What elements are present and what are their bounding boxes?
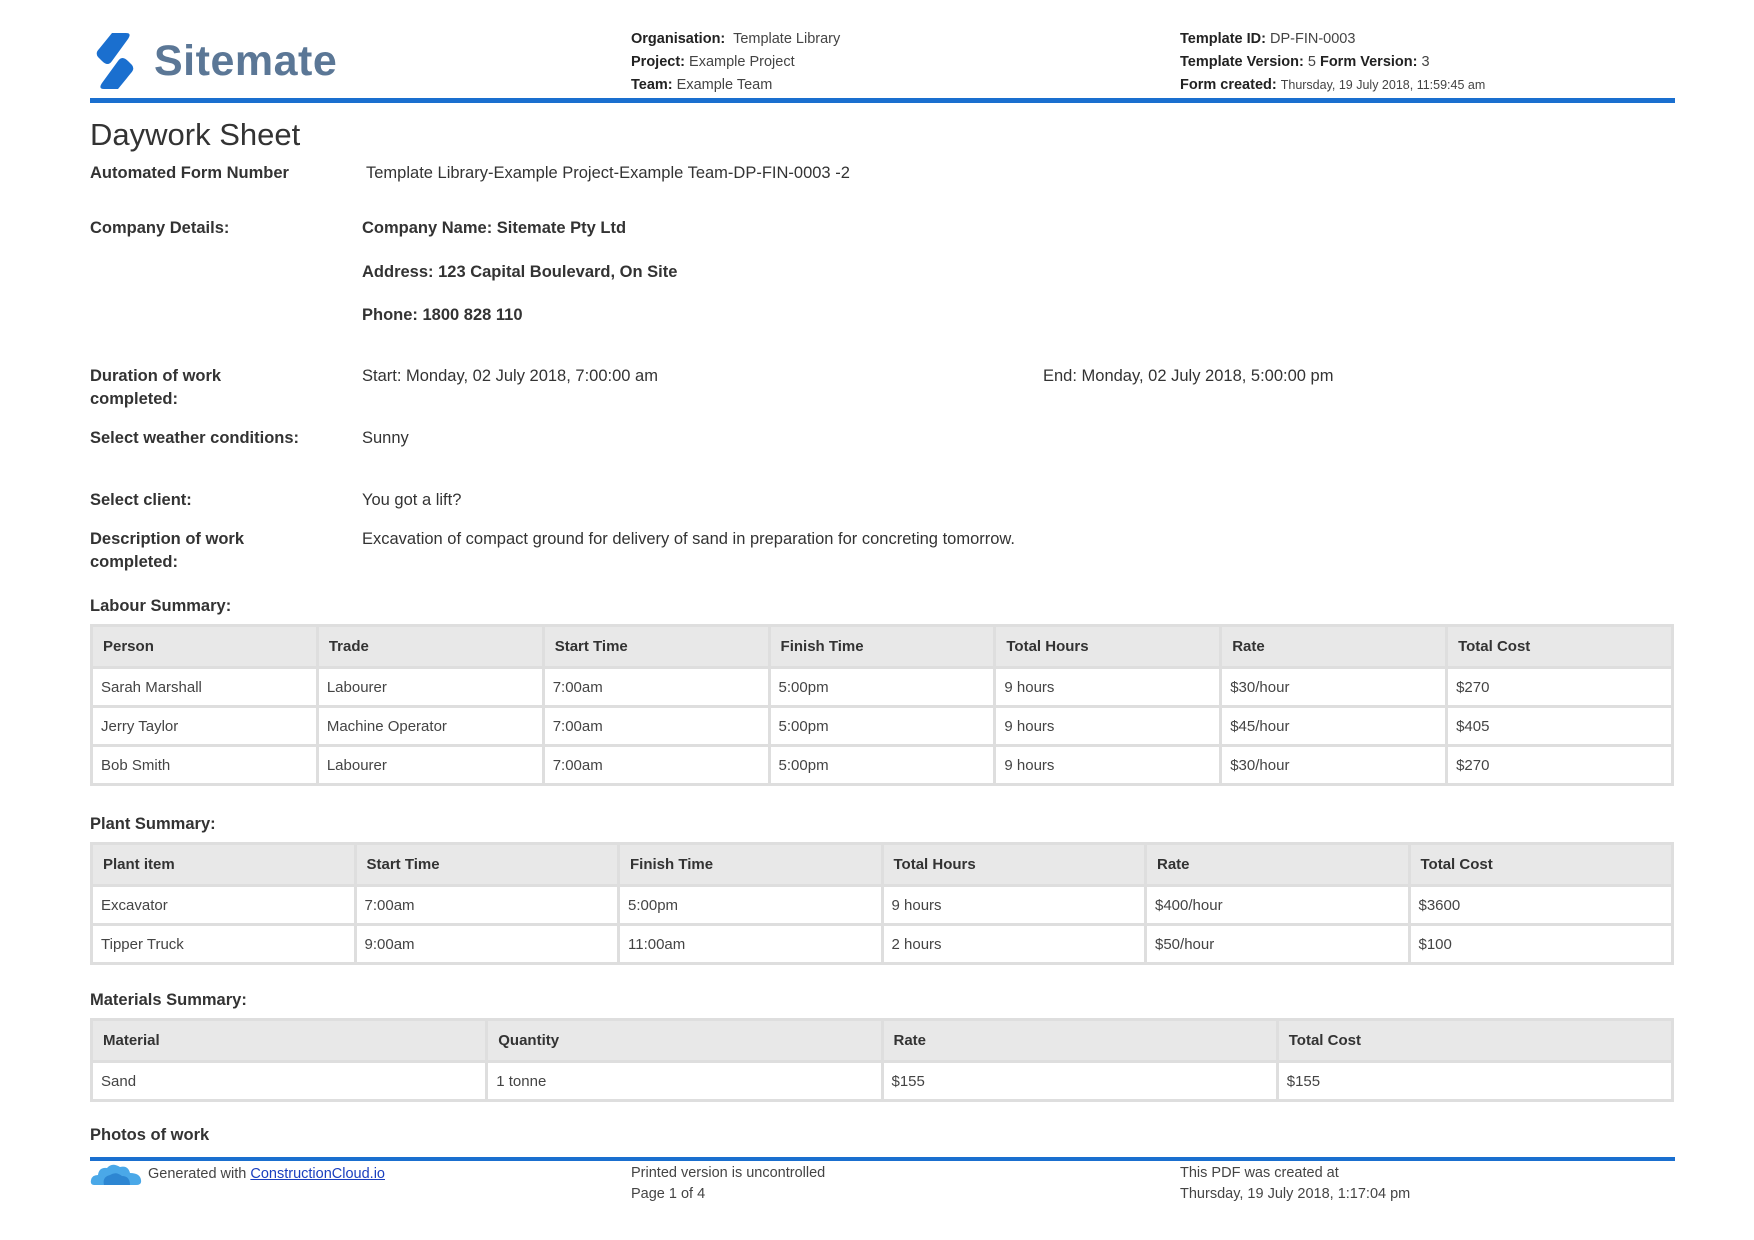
table-cell: $155 <box>884 1063 1276 1099</box>
table-cell: Excavator <box>93 887 354 923</box>
company-address: Address: 123 Capital Boulevard, On Site <box>362 263 678 281</box>
column-header: Person <box>93 627 316 666</box>
column-header: Quantity <box>488 1021 880 1060</box>
uncontrolled-notice: Printed version is uncontrolled <box>631 1165 826 1181</box>
table-row <box>93 887 1671 923</box>
page-title: Daywork Sheet <box>90 117 301 152</box>
weather-value: Sunny <box>362 429 409 447</box>
table-cell: Labourer <box>319 669 542 705</box>
table-cell: Tipper Truck <box>93 926 354 962</box>
column-header: Total Cost <box>1448 627 1671 666</box>
column-header: Rate <box>884 1021 1276 1060</box>
table-cell: 5:00pm <box>620 887 881 923</box>
table-cell: 9:00am <box>357 926 618 962</box>
client-label: Select client: <box>90 491 192 509</box>
pdf-created-date: Thursday, 19 July 2018, 1:17:04 pm <box>1180 1186 1411 1202</box>
form-version-label: Form Version: <box>1319 54 1418 70</box>
form-number-value: Template Library-Example Project-Example Team-DP-FIN-0003 -2 <box>366 164 850 182</box>
table-cell: Labourer <box>319 747 542 783</box>
table-cell: 9 hours <box>884 887 1145 923</box>
table-cell: $30/hour <box>1222 669 1445 705</box>
table-cell: $270 <box>1448 747 1671 783</box>
table-cell: 9 hours <box>996 669 1219 705</box>
pdf-created-label: This PDF was created at <box>1180 1165 1339 1181</box>
table-cell: $3600 <box>1411 887 1672 923</box>
duration-label: Duration of work completed: <box>90 367 222 408</box>
column-header: Trade <box>319 627 542 666</box>
column-header: Plant item <box>93 845 354 884</box>
table-cell: 5:00pm <box>771 747 994 783</box>
table-cell: 11:00am <box>620 926 881 962</box>
description-value: Excavation of compact ground for delivery of sand in preparation for concreting tomorrow. <box>362 530 1016 548</box>
template-version-label: Template Version: <box>1180 54 1304 70</box>
table-cell: 1 tonne <box>488 1063 880 1099</box>
column-header: Finish Time <box>620 845 881 884</box>
column-header: Finish Time <box>771 627 994 666</box>
brand-name: Sitemate <box>154 36 338 85</box>
table-row <box>93 669 1671 705</box>
duration-start: Start: Monday, 02 July 2018, 7:00:00 am <box>362 367 658 385</box>
company-phone: Phone: 1800 828 110 <box>362 306 523 324</box>
column-header: Total Cost <box>1279 1021 1671 1060</box>
table-cell: $50/hour <box>1147 926 1408 962</box>
footer-right <box>1180 1163 1410 1205</box>
plant-summary-title: Plant Summary: <box>90 815 216 833</box>
table-cell: 7:00am <box>545 747 768 783</box>
table-row <box>93 708 1671 744</box>
materials-summary-title: Materials Summary: <box>90 991 247 1009</box>
project-label: Project: <box>631 54 685 70</box>
table-cell: Sarah Marshall <box>93 669 316 705</box>
header-divider <box>90 98 1675 103</box>
generated-with-text: Generated with <box>148 1165 247 1182</box>
project-value: Example Project <box>689 54 795 70</box>
template-version-value: 5 <box>1307 54 1316 70</box>
company-details-label: Company Details: <box>90 219 230 237</box>
plant-table <box>90 842 1674 965</box>
column-header: Rate <box>1222 627 1445 666</box>
footer-center <box>631 1163 825 1205</box>
labour-summary-title: Labour Summary: <box>90 597 232 615</box>
page-number: Page 1 of 4 <box>631 1186 706 1202</box>
column-header: Start Time <box>545 627 768 666</box>
table-cell: $405 <box>1448 708 1671 744</box>
table-cell: 9 hours <box>996 747 1219 783</box>
organisation-value: Template Library <box>733 31 841 47</box>
team-label: Team: <box>631 77 673 93</box>
labour-table <box>90 624 1674 786</box>
table-cell: $100 <box>1411 926 1672 962</box>
table-cell: $30/hour <box>1222 747 1445 783</box>
table-row <box>93 1063 1671 1099</box>
company-name: Company Name: Sitemate Pty Ltd <box>362 219 627 237</box>
table-cell: Machine Operator <box>319 708 542 744</box>
table-cell: 7:00am <box>545 708 768 744</box>
table-cell: Bob Smith <box>93 747 316 783</box>
table-cell: 7:00am <box>545 669 768 705</box>
description-label: Description of work completed: <box>90 530 245 571</box>
form-number-label: Automated Form Number <box>90 164 289 182</box>
column-header: Start Time <box>357 845 618 884</box>
footer-generated <box>90 1163 385 1185</box>
cloud-icon <box>90 1163 142 1185</box>
column-header: Total Hours <box>884 845 1145 884</box>
duration-end: End: Monday, 02 July 2018, 5:00:00 pm <box>1043 367 1334 385</box>
table-cell: 5:00pm <box>771 669 994 705</box>
table-cell: 5:00pm <box>771 708 994 744</box>
form-version-value: 3 <box>1421 54 1430 70</box>
column-header: Material <box>93 1021 485 1060</box>
constructioncloud-link[interactable]: ConstructionCloud.io <box>250 1165 385 1182</box>
sitemate-logo <box>90 28 350 94</box>
column-header: Total Cost <box>1411 845 1672 884</box>
column-header: Rate <box>1147 845 1408 884</box>
footer-divider <box>90 1157 1675 1161</box>
table-cell: 2 hours <box>884 926 1145 962</box>
table-header-row <box>93 1021 1671 1060</box>
template-info <box>1180 28 1485 97</box>
form-created-value: Thursday, 19 July 2018, 11:59:45 am <box>1280 78 1486 92</box>
client-value: You got a lift? <box>362 491 462 509</box>
table-row <box>93 747 1671 783</box>
table-cell: Sand <box>93 1063 485 1099</box>
team-value: Example Team <box>676 77 773 93</box>
template-id-value: DP-FIN-0003 <box>1269 31 1356 47</box>
sitemate-logo-icon <box>90 31 140 91</box>
template-id-label: Template ID: <box>1180 31 1266 47</box>
organisation-label: Organisation: <box>631 31 726 47</box>
table-cell: $270 <box>1448 669 1671 705</box>
materials-table <box>90 1018 1674 1102</box>
org-info <box>631 28 840 97</box>
table-header-row <box>93 845 1671 884</box>
weather-label: Select weather conditions: <box>90 429 300 447</box>
table-cell: $45/hour <box>1222 708 1445 744</box>
photos-title: Photos of work <box>90 1126 210 1144</box>
form-created-label: Form created: <box>1180 77 1277 93</box>
table-cell: $400/hour <box>1147 887 1408 923</box>
table-row <box>93 926 1671 962</box>
table-cell: Jerry Taylor <box>93 708 316 744</box>
table-cell: $155 <box>1279 1063 1671 1099</box>
table-cell: 9 hours <box>996 708 1219 744</box>
table-cell: 7:00am <box>357 887 618 923</box>
column-header: Total Hours <box>996 627 1219 666</box>
table-header-row <box>93 627 1671 666</box>
